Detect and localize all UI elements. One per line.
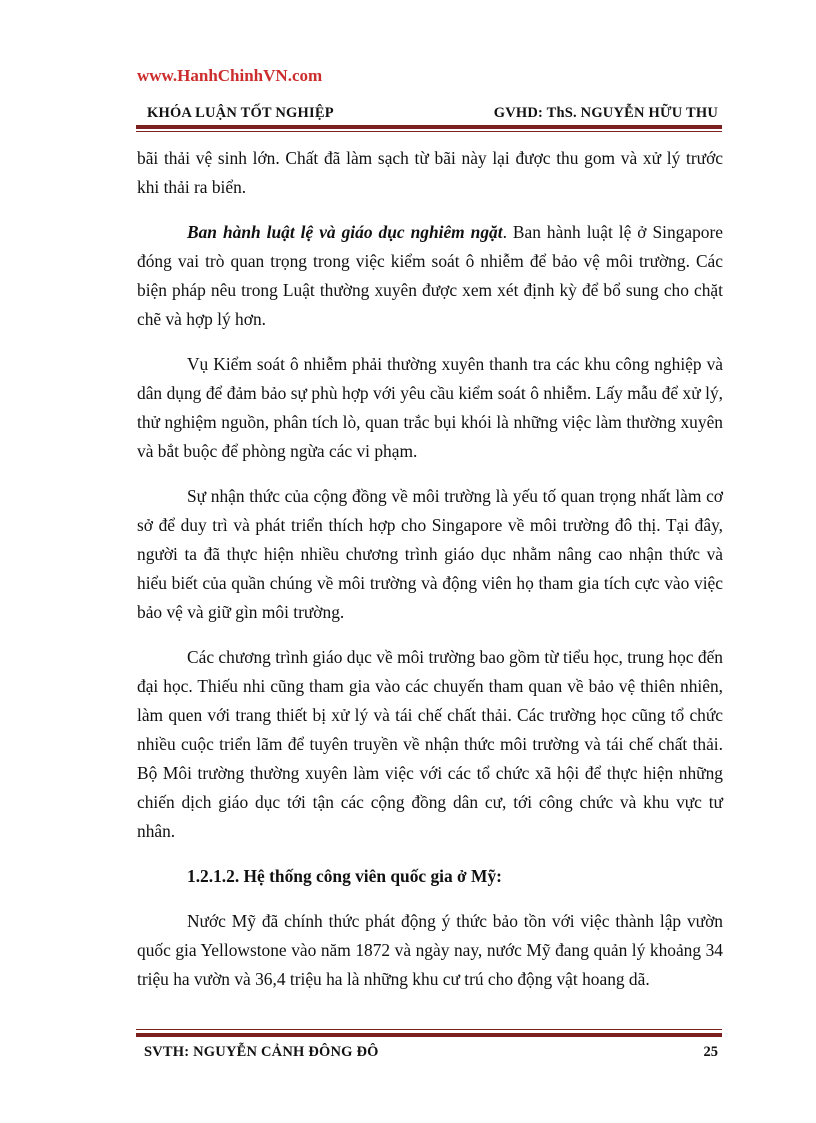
page-body bbox=[137, 144, 723, 1010]
header-divider-thick bbox=[136, 125, 722, 129]
page-number: 25 bbox=[703, 1044, 718, 1060]
footer-student-name: SVTH: NGUYỄN CẢNH ĐÔNG ĐÔ bbox=[144, 1044, 379, 1060]
paragraph-4: Sự nhận thức của cộng đồng về môi trường là yếu tố quan trọng nhất làm cơ sở để duy trì và phát triển thích hợp cho Singapore về môi trường đô thị. Tại đây, người ta đã thực hiện nhiều chương trình giáo dục nhằm nâng cao nhận thức và hiểu biết của quần chúng về môi trường và động viên họ tham gia tích cực vào việc bảo vệ và giữ gìn môi trường. bbox=[137, 486, 723, 622]
footer-divider-thin bbox=[136, 1029, 722, 1030]
paragraph-1: bãi thải vệ sinh lớn. Chất đã làm sạch từ bãi này lại được thu gom và xử lý trước khi thải ra biển. bbox=[137, 148, 723, 197]
header-divider-thin bbox=[136, 131, 722, 132]
paragraph-3: Vụ Kiểm soát ô nhiễm phải thường xuyên thanh tra các khu công nghiệp và dân dụng để đảm bảo sự phù hợp với yêu cầu kiểm soát ô nhiễm. Lấy mẫu để xử lý, thử nghiệm nguồn, phân tích lò, quan trắc bụi khói là những việc làm thường xuyên và bắt buộc để phòng ngừa các vi phạm. bbox=[137, 354, 723, 461]
paragraph-2 bbox=[137, 218, 723, 334]
website-link[interactable]: www.HanhChinhVN.com bbox=[137, 66, 323, 85]
footer-divider-thick bbox=[136, 1033, 722, 1037]
paragraph-6: Nước Mỹ đã chính thức phát động ý thức bảo tồn với việc thành lập vườn quốc gia Yellowstone vào năm 1872 và ngày nay, nước Mỹ đang quản lý khoảng 34 triệu ha vườn và 36,4 triệu ha là những khu cư trú cho động vật hoang dã. bbox=[137, 911, 723, 989]
paragraph-2-text: . Ban hành luật lệ ở Singapore đóng vai trò quan trọng trong việc kiểm soát ô nhiễm để bảo vệ môi trường. Các biện pháp nêu trong Luật thường xuyên được xem xét định kỳ để bổ sung cho chặt chẽ và hợp lý hơn. bbox=[137, 222, 723, 329]
section-heading: 1.2.1.2. Hệ thống công viên quốc gia ở Mỹ: bbox=[187, 866, 502, 886]
header-advisor: GVHD: ThS. NGUYỄN HỮU THU bbox=[493, 105, 718, 121]
paragraph-2-lead: Ban hành luật lệ và giáo dục nghiêm ngặt bbox=[187, 222, 503, 242]
header-thesis-title: KHÓA LUẬN TỐT NGHIỆP bbox=[147, 105, 334, 121]
paragraph-5: Các chương trình giáo dục về môi trường bao gồm từ tiểu học, trung học đến đại học. Thiếu nhi cũng tham gia vào các chuyến tham quan về bảo vệ thiên nhiên, làm quen với trang thiết bị xử lý và tái chế chất thải. Các trường học cũng tổ chức nhiều cuộc triển lãm để tuyên truyền về nhận thức môi trường và tái chế chất thải. Bộ Môi trường thường xuyên làm việc với các tổ chức xã hội để thực hiện những chiến dịch giáo dục tới tận các cộng đồng dân cư, tới công chức và khu vực tư nhân. bbox=[137, 647, 723, 841]
